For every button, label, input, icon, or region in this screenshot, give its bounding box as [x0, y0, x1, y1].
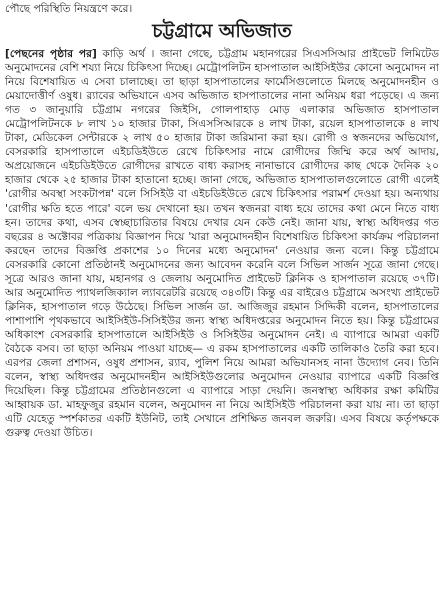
article-body [5, 47, 439, 440]
article-body-text: কাড়ি অর্থ । জানা গেছে, চট্টগ্রাম মহানগরের সিএসসিআর প্রাইভেট লিমিটেড অনুমোদনের বেশি শয্যা নিয়ে চিকিৎসা দিচ্ছে। মেট্রোপলিটন হাসপাতাল আইসিইউর কোনো অনুমোদন না নিয়ে বিশেষায়িত এ সেবা চালাচ্ছে। তা ছাড়া হাসপাতালের ফার্মেসিগুলোতে মিলছে অনুমোদনহীন ও মেয়াদোত্তীর্ণ ওষুধ। র‌্যাবের অভিযানে এসব অভিজাত হাসপাতালের নানা অনিয়ম ধরা পড়েছে। এ জন্য গত ৩ জানুয়ারি চট্টগ্রাম নগরের জিইসি, গোলপাহাড় মোড় এলাকার অভিজাত হাসপাতাল মেট্রোপলিটনকে ৮ লাখ ১০ হাজার টাকা, সিএসসিআরকে ৪ লাখ টাকা, রয়েল হাসপাতালকে ৪ লাখ টাকা, মেডিকেল সেন্টারকে ২ লাখ ৫০ হাজার টাকা জরিমানা করা হয়। রোগী ও স্বজনদের অভিযোগ, বেসরকারি হাসপাতালে এইচডিইউতে রেখে চিকিৎসার নামে রোগীদের জিম্মি করে অর্থ আদায়, অপ্রয়োজনে এইচডিইউতে রোগীদের রাখতে বাধ্য করাসহ নানাভাবে রোগীদের কাছ থেকে দৈনিক ২০ হাজার থেকে ২৫ হাজার টাকা হাতানো হচ্ছে। জানা গেছে, অভিজাত হাসপাতালগুলোতে রোগী এলেই 'রোগীর অবস্থা সংকটাপন্ন' বলে সিসিইউ বা এইচডিইউতে রেখে চিকিৎসার পরামর্শ দেওয়া হয়। অন্যথায় 'রোগীর ক্ষতি হতে পারে' বলে ভয় দেখানো হয়। তখন স্বজনরা বাধ্য হয়ে তাদের কথা মেনে নিতে বাধ্য হন। তাদের কথা, এসব স্বেচ্ছাচারিতার বিষয়ে দেখার যেন কেউ নেই। জানা যায়, স্বাস্থ্য অধিদপ্তর গত বছরের ৪ অক্টোবর পত্রিকায় বিজ্ঞাপন দিয়ে 'যারা অনুমোদনহীন বিশেষায়িত চিকিৎসা কার্যক্রম পরিচালনা করছেন তাদের বিজ্ঞপ্তি প্রকাশের ১০ দিনের মধ্যে অনুমোদন' নেওয়ার জন্য বলে। কিন্তু চট্টগ্রামে বেসরকারি কোনো প্রতিষ্ঠানই অনুমোদনের জন্য আবেদন করেনি বলে সিভিল সার্জন সূত্রে জানা গেছে। সূত্রে আরও জানা যায়, মহানগর ও জেলায় অনুমোদিত প্রাইভেট ক্লিনিক ও হাসপাতাল রয়েছে ৩৭টি। আর অনুমোদিত প্যাথলজিক্যাল ল্যাবরেটরি রয়েছে ৩৪৩টি। কিন্তু এর বাইরেও চট্টগ্রামে অসংখ্য প্রাইভেট ক্লিনিক, হাসপাতাল গড়ে উঠেছে। সিভিল সার্জন ডা. আজিজুর রহমান সিদ্দিকী বলেন, হাসপাতালের পাশাপাশি পৃথকভাবে আইসিইউ-সিসিইউর জন্য স্বাস্থ্য অধিদপ্তরের অনুমোদন নিতে হয়। কিন্তু চট্টগ্রামের অধিকাংশ বেসরকারি হাসপাতালে আইসিইউ ও সিসিইউর অনুমোদন নেই। এ ব্যাপারে আমরা একটি বৈঠকে বসব। তা ছাড়া অনিয়ম পাওয়া যাচ্ছে— এ রকম হাসপাতালের একটি তালিকাও তৈরি করা হবে। এরপর জেলা প্রশাসন, ওষুধ প্রশাসন, র‌্যাব, পুলিশ নিয়ে আমরা অভিযানসহ নানা উদ্যোগ নেব। তিনি বলেন, স্বাস্থ্য অধিদপ্তর অনুমোদনহীন আইসিইউগুলোর অনুমোদন নেওয়ার ব্যাপারে একটি বিজ্ঞপ্তি দিয়েছিল। কিন্তু চট্টগ্রামের প্রতিষ্ঠানগুলো এ ব্যাপারে সাড়া দেয়নি। জনস্বাস্থ্য অধিকার রক্ষা কমিটির আহ্বায়ক ডা. মাহফুজুর রহমান বলেন, অনুমোদন না নিয়ে আইসিইউ পরিচালনা করা যায় না। তা ছাড়া এটি যেহেতু স্পর্শকাতর একটি ইউনিট, তাই সেখানে প্রশিক্ষিত জনবল জরুরি। এসব বিষয়ে কর্তৃপক্ষকে গুরুত্ব দেওয়া উচিত। [5, 48, 440, 440]
continued-from-kicker: [পেছনের পৃষ্ঠার পর] [5, 48, 97, 60]
carryover-line: পৌছে পরিস্থিতি নিয়ন্ত্রণে করে। [5, 3, 133, 15]
article-headline: চট্টগ্রামে অভিজাত [152, 20, 292, 42]
